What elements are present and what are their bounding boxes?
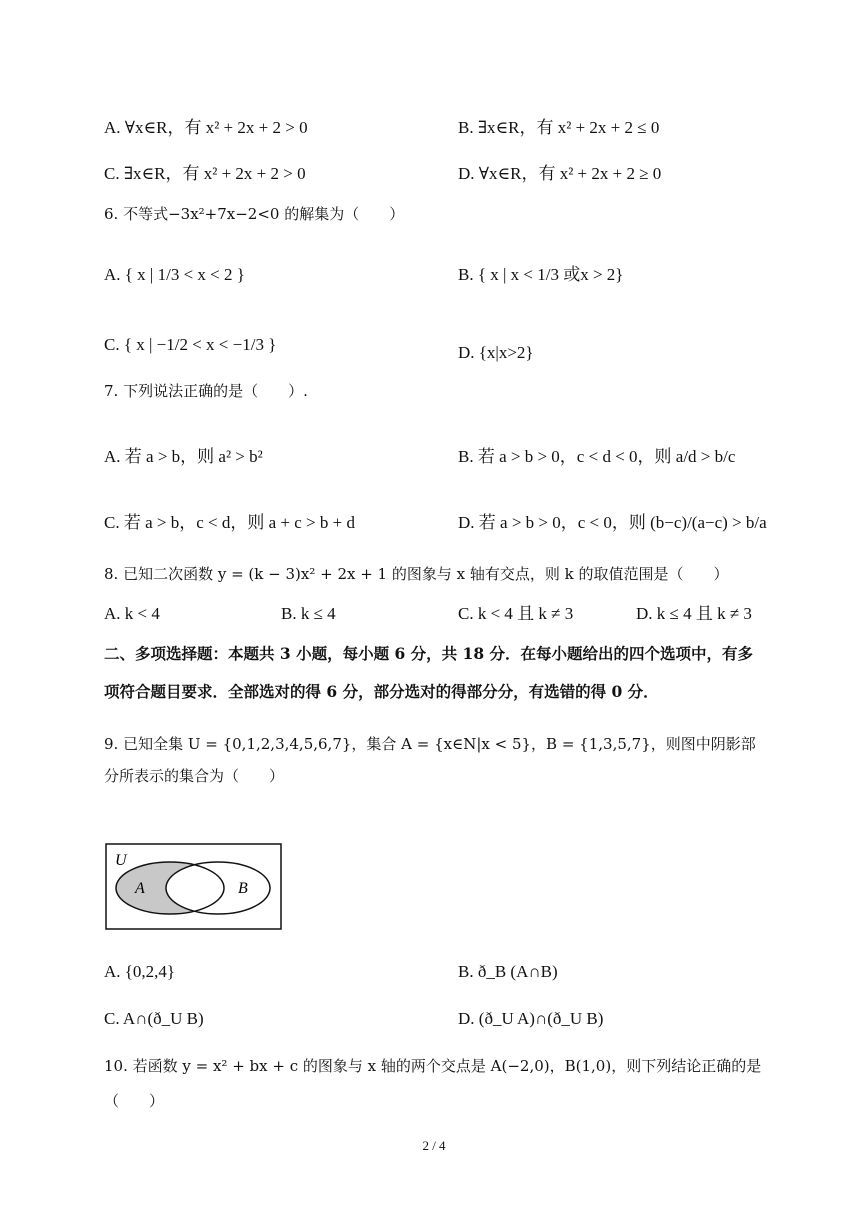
section2-heading-line1: 二、多项选择题：本题共 3 小题，每小题 6 分，共 18 分．在每小题给出的四个选项中，有多 [104, 644, 754, 663]
q8-option-b: B. k ≤ 4 [281, 604, 336, 623]
universe-label: U [115, 852, 127, 869]
q7-stem: 7. 下列说法正确的是（ ）. [104, 382, 308, 400]
q6-stem: 6. 不等式−3x²+7x−2<0 的解集为（ ） [104, 205, 405, 223]
venn-diagram [105, 843, 283, 931]
q9-stem-line2: 分所表示的集合为（ ） [104, 767, 285, 785]
q9-option-a: A. {0,2,4} [104, 962, 176, 981]
set-b-label: B [238, 880, 248, 897]
q10-stem-line1: 10. 若函数 y = x² + bx + c 的图象与 x 轴的两个交点是 A(−2,0)，B(1,0)，则下列结论正确的是 [104, 1057, 762, 1075]
q9-option-b: B. ð_B (A∩B) [458, 962, 558, 981]
q8-option-d: D. k ≤ 4 且 k ≠ 3 [636, 604, 752, 623]
q5-option-c: C. ∃x∈R，有 x² + 2x + 2 > 0 [104, 164, 306, 183]
q8-option-c: C. k < 4 且 k ≠ 3 [458, 604, 574, 623]
section2-heading-line2: 项符合题目要求．全部选对的得 6 分，部分选对的得部分分，有选错的得 0 分． [104, 682, 659, 701]
q8-option-a: A. k < 4 [104, 604, 160, 623]
q7-option-b: B. 若 a > b > 0，c < d < 0，则 a/d > b/c [458, 447, 736, 466]
q7-option-a: A. 若 a > b，则 a² > b² [104, 447, 263, 466]
q5-option-a: A. ∀x∈R，有 x² + 2x + 2 > 0 [104, 118, 308, 137]
q9-option-d: D. (ð_U A)∩(ð_U B) [458, 1009, 604, 1028]
q6-option-a: A. { x | 1/3 < x < 2 } [104, 265, 245, 284]
page-number: 2 / 4 [422, 1138, 446, 1153]
q7-option-d: D. 若 a > b > 0，c < 0，则 (b−c)/(a−c) > b/a [458, 513, 767, 532]
q9-stem-line1: 9. 已知全集 U = {0,1,2,3,4,5,6,7}，集合 A = {x∈N|x < 5}，B = {1,3,5,7}，则图中阴影部 [104, 735, 756, 753]
q7-option-c: C. 若 a > b，c < d，则 a + c > b + d [104, 513, 355, 532]
q6-option-d: D. {x|x>2} [458, 343, 534, 362]
q5-option-d: D. ∀x∈R，有 x² + 2x + 2 ≥ 0 [458, 164, 662, 183]
q6-option-b: B. { x | x < 1/3 或x > 2} [458, 265, 624, 284]
q8-stem: 8. 已知二次函数 y = (k − 3)x² + 2x + 1 的图象与 x 轴有交点，则 k 的取值范围是（ ） [104, 565, 729, 583]
q9-option-c: C. A∩(ð_U B) [104, 1009, 204, 1028]
set-a-label: A [135, 880, 145, 897]
q5-option-b: B. ∃x∈R，有 x² + 2x + 2 ≤ 0 [458, 118, 660, 137]
q6-option-c: C. { x | −1/2 < x < −1/3 } [104, 335, 277, 354]
q10-stem-line2: （ ） [104, 1092, 165, 1110]
